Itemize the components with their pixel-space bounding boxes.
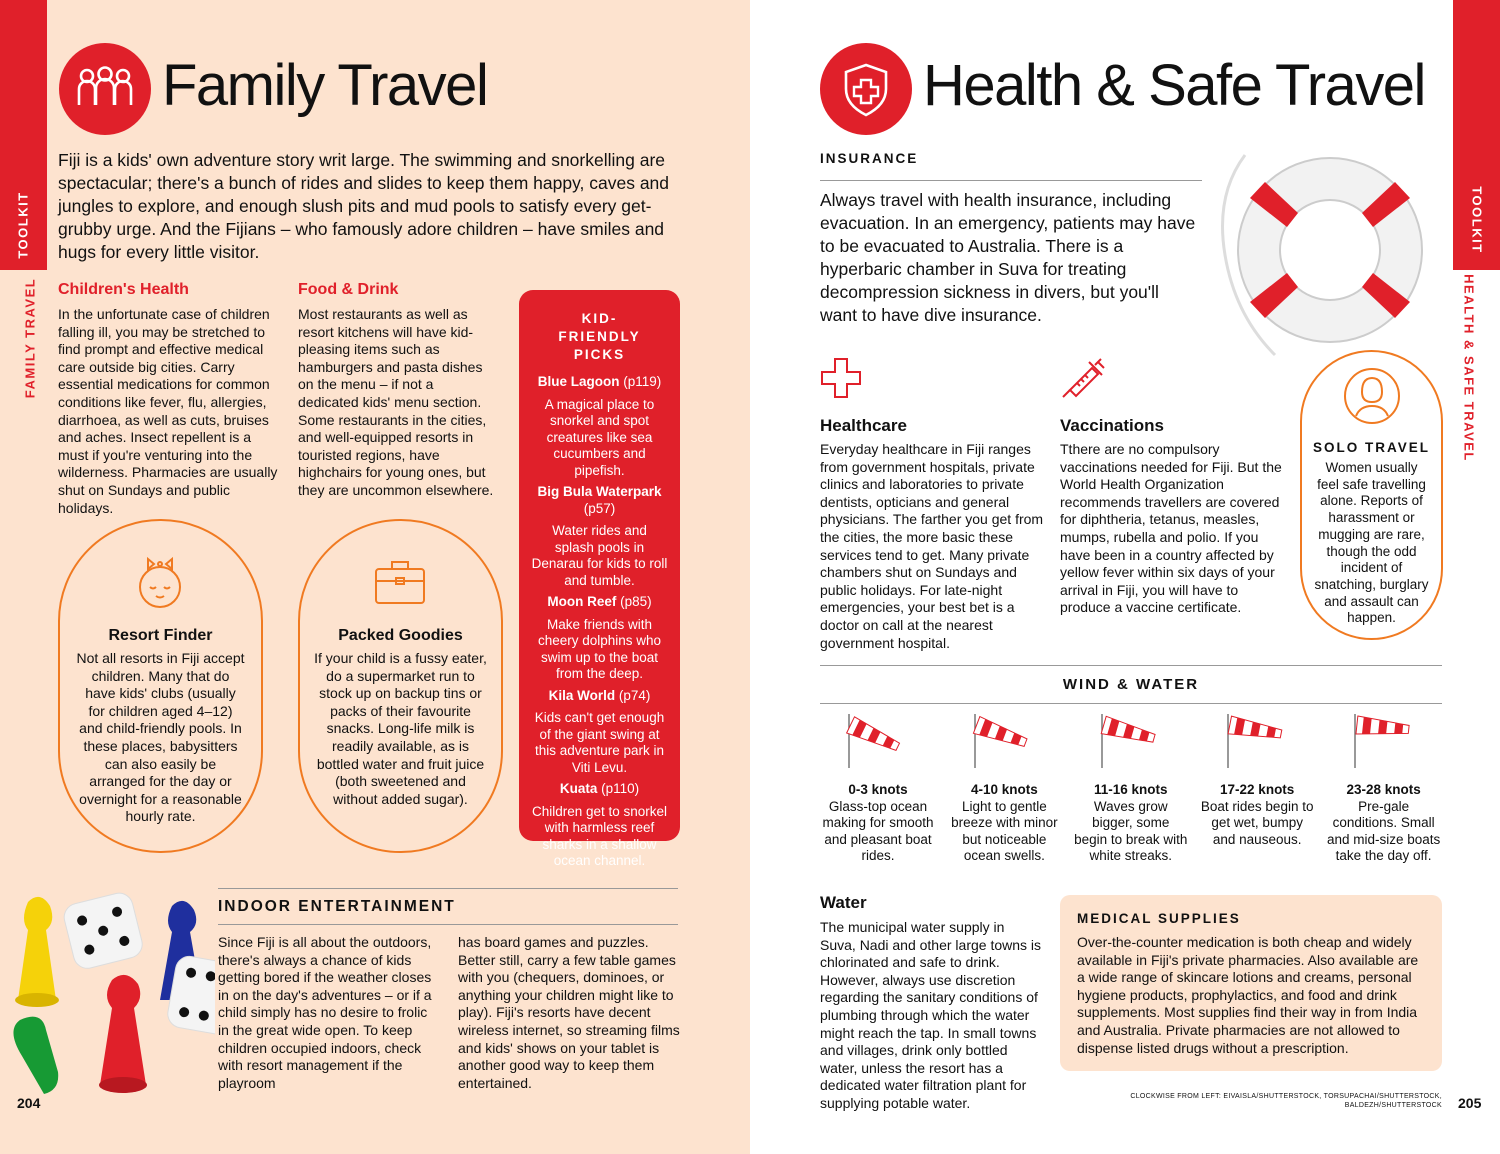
woman-icon [1342,366,1402,426]
water-text: The municipal water supply in Suva, Nadi and other large towns is chlorinated and safe to drink. However, always use discretion regarding the sanitary conditions of plumbing through which the water might reach the tap. In small towns and villages, drink only bottled water, unless the resort has a dedicated water filtration plant for supplying potable water. [820,919,1042,1111]
kid-friendly-item [531,688,668,777]
packed-goodies-heading: Packed Goodies [338,627,463,644]
wind-knots-label: 11-16 knots [1094,782,1168,797]
board-game-pieces-image [0,880,215,1100]
insurance-text: Always travel with health insurance, including evacuation. In an emergency, patients may have to be evacuated to Australia. There is a hyperbaric chamber in Suva for treating decompression sickness in divers, but you'll want to have dive insurance. [820,190,1196,325]
family-icon-circle [59,43,151,135]
syringe-icon [1060,356,1106,400]
insurance-heading: INSURANCE [820,151,919,166]
kid-friendly-list [519,364,680,870]
medical-cross-icon [820,357,862,399]
resort-finder-text: Not all resorts in Fiji accept children. Many that do have kids' clubs (usually for children aged 4–12) and child-friendly pools. In these places, babysitters can also easily be arranged for the day or overnight for a reasonable hourly rate. [76,650,245,825]
baby-face-icon [129,554,191,612]
kid-friendly-item [531,374,668,479]
resort-finder-card [58,519,263,853]
wind-knots-desc: Light to gentle breeze with minor but noticeable ocean swells. [951,798,1058,863]
page-title: Family Travel [162,53,488,118]
indoor-top-rule [218,888,678,889]
kid-friendly-item-page-ref: (p110) [597,781,640,796]
wind-knots-desc: Glass-top ocean making for smooth and pleasant boat rides. [822,798,934,863]
kid-friendly-item-desc: Children get to snorkel with harmless reef sharks in a shallow ocean channel. [531,803,668,868]
health-icon-circle [820,43,912,135]
lunchbox-icon [372,557,428,607]
medical-supplies-box [1060,895,1442,1071]
kid-friendly-item-page-ref: (p74) [615,687,651,703]
side-tab-label: TOOLKIT [15,191,31,259]
packed-goodies-card [298,519,503,853]
wind-scale-item [1321,712,1447,865]
kid-friendly-box [519,290,680,868]
shield-cross-icon [820,43,912,135]
kid-friendly-item-page-ref: (p85) [616,594,652,609]
indoor-heading: INDOOR ENTERTAINMENT [218,898,456,915]
water-heading: Water [820,893,867,912]
windsock-icon [843,712,913,770]
food-drink-heading: Food & Drink [298,281,399,298]
wind-water-heading: WIND & WATER [1062,676,1200,693]
wind-scale [815,712,1447,872]
vaccinations-heading: Vaccinations [1060,416,1164,435]
photo-credits-line2: BALDEZH/SHUTTERSTOCK [1344,1102,1442,1109]
wind-knots-label: 23-28 knots [1346,782,1421,797]
kid-friendly-item-desc: A magical place to snorkel and spot creatures like sea cucumbers and pipefish. [544,396,655,478]
kid-friendly-item-desc: Water rides and splash pools in Denarau for kids to roll and tumble. [531,523,668,588]
life-ring-image [1205,135,1455,385]
solo-travel-card [1300,350,1443,640]
medical-supplies-heading: MEDICAL SUPPLIES [1077,911,1241,926]
intro-text: Fiji is a kids' own adventure story writ large. The swimming and snorkelling are spectacular; there's a bunch of rides and slides to keep them happy, caves and jungles to explore, and enough slush pits and mud pools to satisfy every get-grubby urge. And the Fijians – who famously adore children – have smiles and hugs for every little visitor. [58,150,670,262]
packed-goodies-text: If your child is a fussy eater, do a supermarket run to stock up on backup tins or packs of their favourite snacks. Long-life milk is readily available, as is bottled water and fruit juice (both sweetened and without added sugar). [314,650,487,807]
wind-bottom-rule [820,703,1442,704]
right-page [750,0,1500,1154]
wind-knots-desc: Waves grow bigger, some begin to break with white streaks. [1074,798,1188,863]
solo-travel-text: Women usually feel safe travelling alone. Reports of harassment or mugging are rare, though the odd incident of snatching, burglary and assault can happen. [1314,460,1429,626]
kid-friendly-heading: KID-FRIENDLY PICKS [558,311,641,362]
solo-travel-heading: SOLO TRAVEL [1312,440,1430,455]
kid-friendly-item [531,594,668,683]
indoor-text-col1: Since Fiji is all about the outdoors, there's always a chance of kids getting bored if the weather closes in on the day's adventures – or if a child simply has no desire to frolic in the great wide open. To keep children occupied indoors, check with resort management if the playroom [218,934,432,1091]
wind-scale-item [1194,712,1320,848]
photo-credits-line1: CLOCKWISE FROM LEFT: EIVAISLA/SHUTTERSTOCK, TORSUPACHAI/SHUTTERSTOCK, [1130,1093,1442,1100]
kid-friendly-item-name: Blue Lagoon [537,374,620,389]
childrens-health-heading: Children's Health [58,281,189,298]
windsock-icon [1349,712,1419,770]
kid-friendly-item [531,781,668,870]
insurance-rule [820,180,1202,181]
family-icon [59,43,151,135]
page-number: 204 [17,1095,41,1111]
windsock-icon [1222,712,1292,770]
medical-supplies-text: Over-the-counter medication is both cheap and widely available in Fiji's private pharmacies. Also available are a wide range of skincare lotions and creams, personal hygiene products, prophylactics, and food and drink supplements. Most supplies find their way in from India and Australia. Private pharmacies are not allowed to dispense listed drugs without a prescription. [1077,934,1419,1056]
food-drink-text: Most restaurants as well as resort kitchens will have kid-pleasing items such as hamburgers and pasta dishes on the menu – if not a dedicated kids' menu section. Some restaurants in the cities, and well-equipped resorts in touristed regions, have highchairs for young ones, but they are uncommon elsewhere. [298,306,494,498]
indoor-text-col2: has board games and puzzles. Better still, carry a few table games with you (chequers, dominoes, or anything your children might like to play). Fiji's resorts have decent wireless internet, so streaming films and kids' shows on your tablet is another good way to keep them entertained. [458,934,680,1091]
healthcare-heading: Healthcare [820,416,907,435]
kid-friendly-item [531,484,668,589]
indoor-bottom-rule [218,924,678,925]
kid-friendly-item-desc: Make friends with cheery dolphins who swim up to the boat from the deep. [537,616,662,681]
vaccinations-text: Tthere are no compulsory vaccinations needed for Fiji. But the World Health Organization recommends travellers are covered for diphtheria, tetanus, measles, mumps, rubella and polio. If you have been in a country affected by yellow fever within six days of your arrival in Fiji, you will have to produce a vaccine certificate. [1060,441,1282,616]
windsock-icon [969,712,1039,770]
healthcare-text: Everyday healthcare in Fiji ranges from government hospitals, private clinics and laboratories to private dentists, opticians and general physicians. The farther you get from the cities, the more basic these services tend to get. Many private chambers shut on Sundays and public holidays. For late-night emergencies, your best bet is a doctor on call at the nearest government hospital. [820,441,1044,651]
kid-friendly-item-page-ref: (p119) [619,374,662,389]
wind-top-rule [820,665,1442,666]
side-tab-label: TOOLKIT [1469,186,1485,254]
kid-friendly-item-name: Kila World [548,687,616,703]
wind-knots-desc: Pre-gale conditions. Small and mid-size boats take the day off. [1326,798,1441,863]
page-number: 205 [1458,1095,1482,1111]
wind-knots-desc: Boat rides begin to get wet, bumpy and nauseous. [1200,798,1314,847]
kid-friendly-item-page-ref: (p57) [583,500,616,516]
page-title: Health & Safe Travel [923,53,1425,118]
side-section-label: HEALTH & SAFE TRAVEL [1461,274,1477,462]
side-section-label: FAMILY TRAVEL [22,277,38,399]
photo-credits [1080,1092,1442,1110]
wind-knots-label: 17-22 knots [1220,782,1295,797]
kid-friendly-item-name: Big Bula Waterpark [537,484,662,499]
resort-finder-heading: Resort Finder [108,627,213,644]
wind-scale-item [941,712,1067,865]
kid-friendly-item-desc: Kids can't get enough of the giant swing at this adventure park in Viti Levu. [534,710,665,775]
childrens-health-text: In the unfortunate case of children falling ill, you may be stretched to find prompt and effective medical care outside big cities. Carry essential medications for common conditions like fever, flu, allergies, diarrhoea, as well as cuts, bruises and aches. Insect repellent is a must if you're venturing into the wilderness. Pharmacies are usually shut on Sundays and public holidays. [58,306,278,516]
kid-friendly-item-name: Kuata [559,781,598,796]
wind-knots-label: 4-10 knots [971,782,1038,797]
windsock-icon [1096,712,1166,770]
wind-scale-item [1068,712,1194,865]
wind-scale-item [815,712,941,865]
kid-friendly-item-name: Moon Reef [547,594,617,609]
wind-knots-label: 0-3 knots [848,782,908,797]
